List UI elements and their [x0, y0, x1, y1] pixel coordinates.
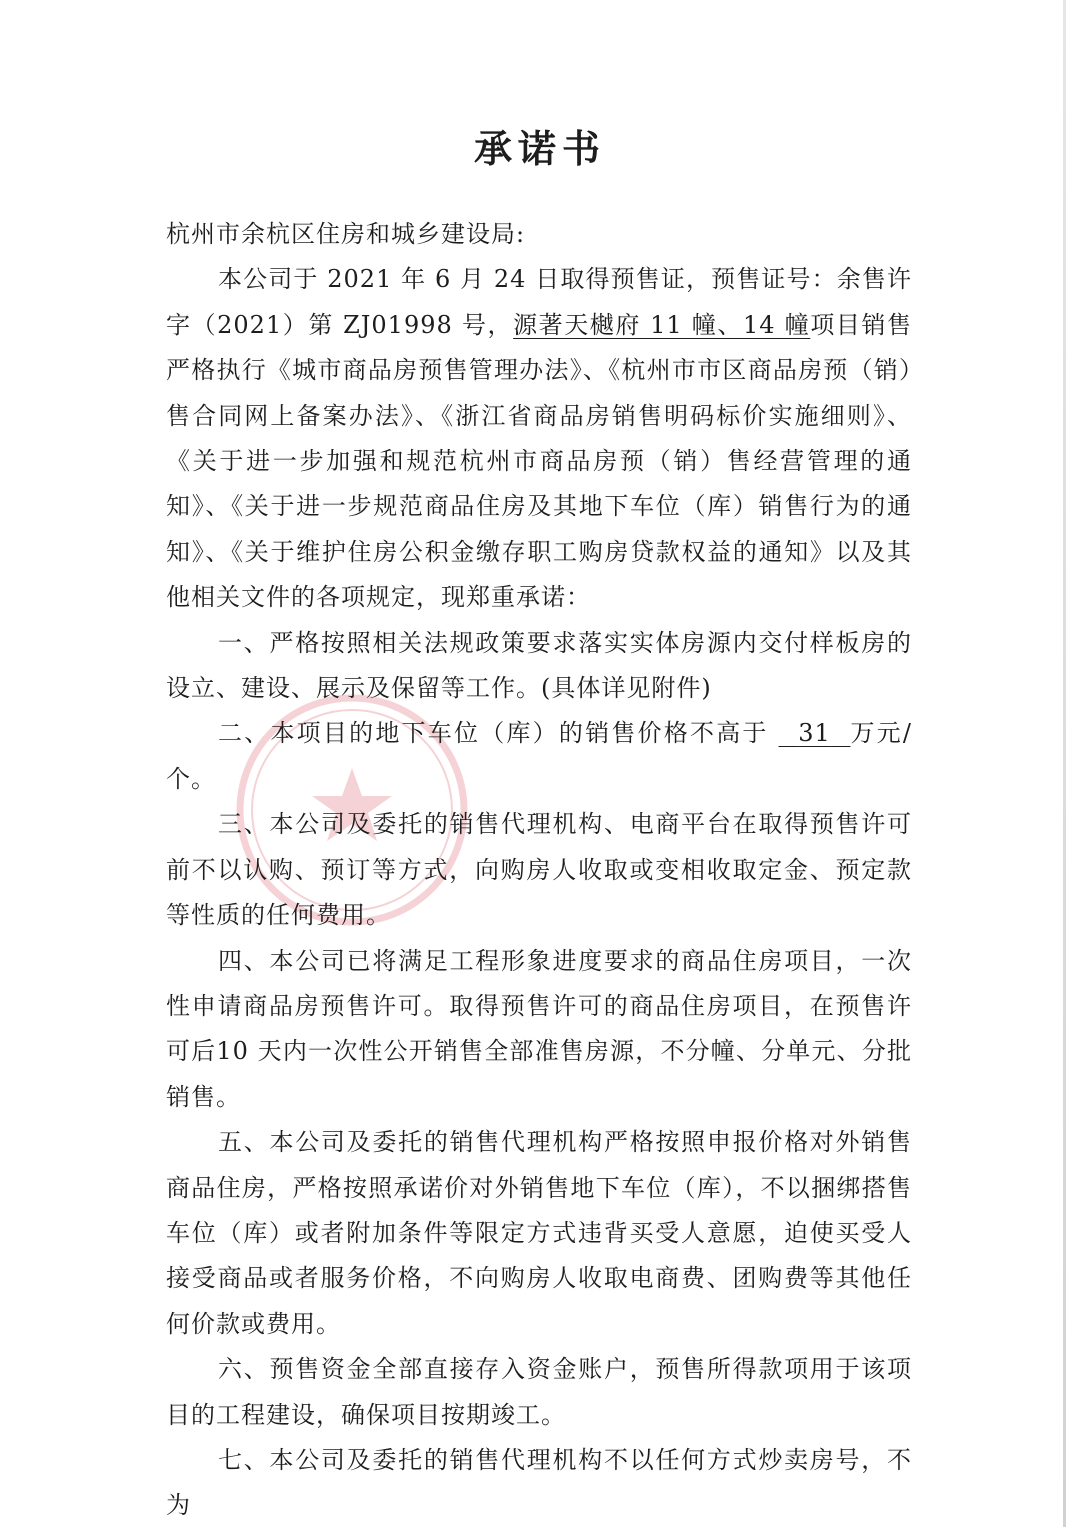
commitment-item-2 [166, 711, 912, 802]
commitment-item-4: 四、本公司已将满足工程形象进度要求的商品住房项目，一次性申请商品房预售许可。取得预售许可的商品住房项目，在预售许可后10 天内一次性公开销售全部准售房源，不分幢、分单元、分批销售。 [166, 946, 912, 1111]
commitment-item-1: 一、严格按照相关法规政策要求落实实体房源内交付样板房的设立、建设、展示及保留等工作。(具体详见附件) [166, 628, 912, 703]
intro-text-end: 项目销售严格执行《城市商品房预售管理办法》、《杭州市市区商品房预（销）售合同网上备案办法》、《浙江省商品房销售明码标价实施细则》、《关于进一步加强和规范杭州市商品房预（销）售经营管理的通知》、《关于进一步规范商品住房及其地下车位（库）销售行为的通知》、《关于维护住房公积金缴存职工购房贷款权益的通知》以及其他相关文件的各项规定，现郑重承诺： [166, 310, 913, 612]
commitment-item-5: 五、本公司及委托的销售代理机构严格按照申报价格对外销售商品住房，严格按照承诺价对外销售地下车位（库），不以捆绑搭售车位（库）或者附加条件等限定方式违背买受人意愿，迫使买受人接受商品或者服务价格，不向购房人收取电商费、团购费等其他任何价款或费用。 [166, 1128, 912, 1338]
project-name: 源著天樾府 11 幢、14 幢 [513, 310, 811, 339]
commitment-item-6: 六、预售资金全部直接存入资金账户，预售所得款项用于该项目的工程建设，确保项目按期竣工。 [166, 1355, 912, 1429]
page-edge-shadow [1063, 0, 1066, 1527]
document-title: 承诺书 [473, 127, 606, 171]
addressee: 杭州市余杭区住房和城乡建设局: [166, 220, 526, 248]
intro-paragraph [166, 257, 912, 620]
commitment-item-7: 七、本公司及委托的销售代理机构不以任何方式炒卖房号，不为 [166, 1445, 912, 1520]
parking-price-number: 31 [798, 719, 831, 748]
commitment-item-3: 三、本公司及委托的销售代理机构、电商平台在取得预售许可前不以认购、预订等方式，向购房人收取或变相收取定金、预定款等性质的任何费用。 [166, 810, 912, 930]
parking-price-value [779, 719, 851, 747]
item-2-text-start: 二、本项目的地下车位（库）的销售价格不高于 [218, 719, 769, 748]
intro-text-start: 本公司于 2021 年 6 月 24 日取得预售证，预售证号：余售许字（2021）第 ZJ01998 号， [166, 265, 912, 339]
item-2-text-end: 万元/个。 [166, 719, 912, 793]
document-body [166, 212, 912, 1529]
